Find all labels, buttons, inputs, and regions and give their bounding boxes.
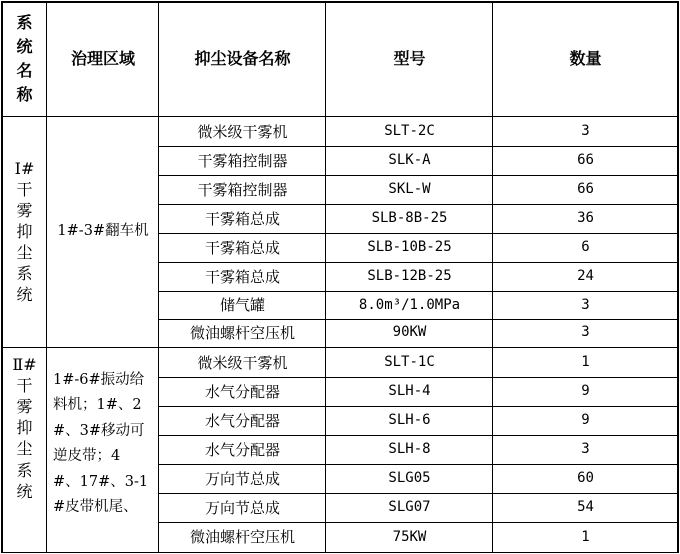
row-quantity: 3 (581, 324, 590, 341)
system-1-name-char: 雾 (16, 200, 33, 220)
row-divider (159, 319, 679, 320)
row-quantity: 9 (581, 383, 590, 400)
row-model: SLH-8 (388, 441, 431, 458)
system-2-area-line: #、3#移动可 (53, 422, 145, 439)
row-quantity: 60 (577, 470, 594, 487)
system-2-name-char: 抑 (16, 418, 33, 438)
row-quantity: 54 (577, 499, 594, 516)
column-divider (158, 1, 159, 553)
row-model: SLT-1C (384, 354, 435, 371)
row-equipment: 储气罐 (219, 296, 265, 314)
header-system-name-char: 统 (16, 36, 33, 56)
row-equipment: 水气分配器 (204, 411, 280, 430)
row-equipment: 干雾箱控制器 (197, 180, 288, 199)
header-system-name-char: 系 (16, 12, 33, 32)
header-quantity: 数量 (569, 48, 602, 68)
row-quantity: 3 (581, 296, 590, 313)
row-divider (159, 291, 679, 292)
header-model: 型号 (393, 48, 426, 68)
system-1-name-char: 干 (16, 179, 33, 199)
row-quantity: 6 (581, 239, 590, 256)
header-system-name (2, 2, 47, 115)
row-equipment: 微米级干雾机 (197, 122, 288, 141)
row-divider (159, 233, 679, 234)
system-1-area: 1#-3#翻车机 (57, 222, 149, 239)
system-2-name-char: Ⅱ# (12, 355, 37, 374)
row-divider (159, 435, 679, 436)
system-2-area-line: 料机；1#、2 (53, 397, 142, 414)
row-divider (159, 522, 679, 523)
system-2-area-line: #、17#、3-1 (53, 473, 149, 490)
system-2-area-line: 1#-6#振动给 (53, 372, 145, 388)
row-model: SLG07 (388, 499, 431, 516)
row-divider (159, 146, 679, 147)
system-1-name-char: 尘 (16, 243, 33, 263)
system-1-name-char: 抑 (16, 221, 33, 241)
column-divider (492, 1, 493, 553)
row-model: 75KW (392, 528, 427, 545)
table-border-bottom (1, 552, 679, 553)
row-equipment: 万向节总成 (204, 498, 280, 517)
row-divider (159, 493, 679, 494)
row-model: SLB-10B-25 (367, 239, 452, 256)
system-2-name-char: 尘 (16, 439, 33, 459)
table-border-left (1, 1, 3, 553)
row-equipment: 万向节总成 (204, 469, 280, 488)
row-quantity: 66 (577, 181, 594, 198)
header-area: 治理区域 (70, 48, 135, 68)
row-quantity: 36 (577, 210, 594, 227)
row-model: SLH-6 (388, 412, 431, 429)
row-quantity: 1 (581, 354, 590, 371)
row-quantity: 24 (577, 268, 594, 285)
row-quantity: 66 (577, 152, 594, 169)
system-2-area-line: #皮带机尾、 (53, 498, 138, 515)
header-equipment: 抑尘设备名称 (194, 48, 291, 68)
row-divider (159, 406, 679, 407)
system-1-name (2, 117, 47, 346)
row-model: SLK-A (388, 152, 431, 169)
row-model: SLB-12B-25 (367, 268, 452, 285)
row-equipment: 微油螺杆空压机 (189, 323, 295, 342)
row-divider (159, 464, 679, 465)
header-system-name-char: 名 (16, 60, 33, 80)
row-divider (1, 347, 679, 348)
system-2-name-char: 系 (16, 460, 33, 480)
table-border-right (677, 1, 679, 553)
row-divider (159, 175, 679, 176)
row-equipment: 干雾箱总成 (204, 238, 280, 257)
system-2-name (2, 348, 47, 552)
column-divider (46, 1, 47, 553)
row-equipment: 干雾箱总成 (204, 209, 280, 228)
row-divider (1, 116, 679, 117)
row-equipment: 干雾箱总成 (204, 267, 280, 286)
row-model: SKL-W (388, 181, 431, 198)
system-1-name-char: 统 (16, 285, 33, 305)
row-model: 8.0m³/1.0MPa (358, 296, 461, 313)
row-divider (159, 262, 679, 263)
row-divider (159, 377, 679, 378)
table-border-top (1, 1, 679, 3)
row-model: SLB-8B-25 (371, 210, 448, 227)
row-quantity: 1 (581, 528, 590, 545)
row-equipment: 微油螺杆空压机 (189, 528, 295, 546)
row-equipment: 干雾箱控制器 (197, 151, 288, 170)
row-quantity: 3 (581, 123, 590, 140)
row-model: SLH-4 (388, 383, 431, 400)
row-equipment: 水气分配器 (204, 440, 280, 459)
row-quantity: 9 (581, 412, 590, 429)
header-system-name-char: 称 (16, 84, 33, 104)
row-quantity: 3 (581, 441, 590, 458)
system-2-name-char: 统 (16, 481, 33, 501)
row-model: SLG05 (388, 470, 431, 487)
system-2-name-char: 干 (16, 376, 33, 396)
row-divider (159, 204, 679, 205)
row-model: SLT-2C (384, 123, 435, 140)
system-2-area-line: 逆皮带；4 (53, 448, 121, 465)
system-2-area (47, 348, 159, 552)
row-equipment: 微米级干雾机 (197, 353, 288, 372)
system-1-name-char: 系 (16, 264, 33, 284)
system-2-name-char: 雾 (16, 397, 33, 417)
column-divider (325, 1, 326, 553)
row-model: 90KW (392, 324, 427, 341)
system-1-name-char: Ⅰ# (14, 158, 35, 178)
row-equipment: 水气分配器 (204, 382, 280, 401)
